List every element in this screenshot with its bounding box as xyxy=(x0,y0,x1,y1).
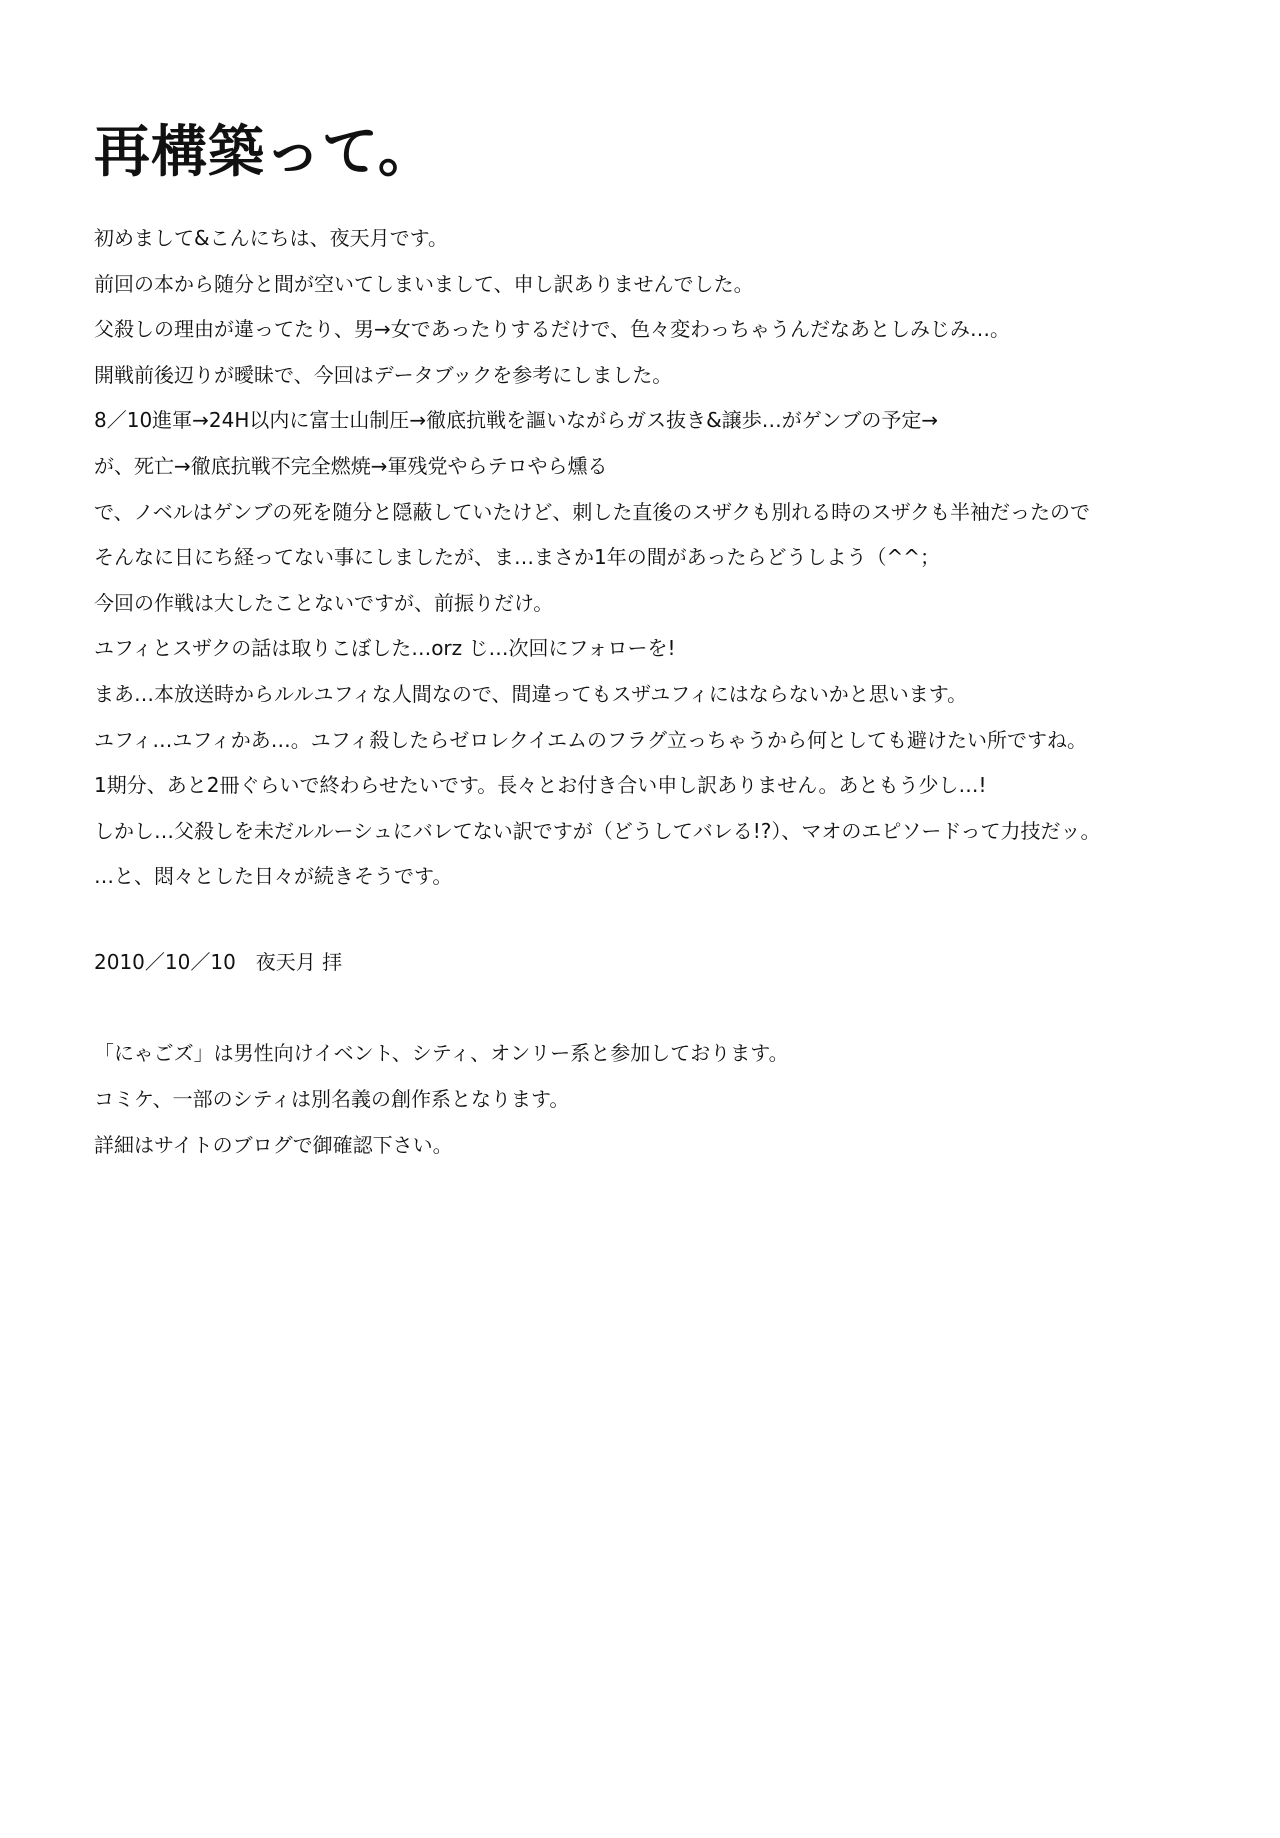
body-line: 父殺しの理由が違ってたり、男→女であったりするだけで、色々変わっちゃうんだなあとしみじみ…。 xyxy=(94,317,1010,342)
body-line: …と、悶々とした日々が続きそうです。 xyxy=(94,864,453,889)
body-line: 8／10進軍→24H以内に富士山制圧→徹底抗戦を謳いながらガス抜き&譲歩…がゲンブの予定→ xyxy=(94,408,939,433)
body-line: 1期分、あと2冊ぐらいで終わらせたいです。長々とお付き合い申し訳ありません。あともう少し…! xyxy=(94,773,987,798)
notice-line: コミケ、一部のシティは別名義の創作系となります。 xyxy=(94,1087,570,1111)
body-line: ユフィ…ユフィかあ…。ユフィ殺したらゼロレクイエムのフラグ立っちゃうから何としても避けたい所ですね。 xyxy=(94,727,1087,752)
body-line: そんなに日にち経ってない事にしましたが、ま…まさか1年の間があったらどうしよう（^^； xyxy=(94,545,941,570)
circle-notice xyxy=(94,1030,1254,1168)
signature-date: 2010／10／10 夜天月 拝 xyxy=(94,950,343,974)
body-line: が、死亡→徹底抗戦不完全燃焼→軍残党やらテロやら燻る xyxy=(94,453,608,478)
page-title: 再構築って。 xyxy=(94,120,435,185)
body-line: 今回の作戦は大したことないですが、前振りだけ。 xyxy=(94,590,554,615)
body-line: ユフィとスザクの話は取りこぼした…orz じ…次回にフォローを! xyxy=(94,636,676,661)
notice-line: 「にゃごズ」は男性向けイベント、シティ、オンリー系と参加しております。 xyxy=(94,1041,789,1065)
body-line: 初めまして&こんにちは、夜天月です。 xyxy=(94,226,448,250)
notice-line: 詳細はサイトのブログで御確認下さい。 xyxy=(94,1133,453,1157)
body-line: 前回の本から随分と間が空いてしまいまして、申し訳ありませんでした。 xyxy=(94,271,754,296)
body-line: 開戦前後辺りが曖昧で、今回はデータブックを参考にしました。 xyxy=(94,362,673,387)
body-line: まあ…本放送時からルルユフィな人間なので、間違ってもスザユフィにはならないかと思います。 xyxy=(94,681,968,706)
body-line: しかし…父殺しを未だルルーシュにバレてない訳ですが（どうしてバレる!?）、マオのエピソードって力技だッ。 xyxy=(94,818,1101,843)
body-line: で、ノベルはゲンブの死を随分と隠蔽していたけど、刺した直後のスザクも別れる時のスザクも半袖だったので xyxy=(94,499,1090,524)
afterword-body xyxy=(94,216,1254,900)
